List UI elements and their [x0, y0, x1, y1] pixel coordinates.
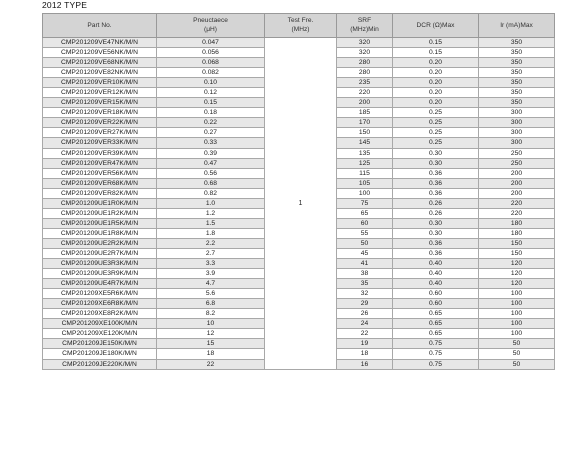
srf-cell: 150: [337, 128, 393, 138]
current-cell: 100: [479, 299, 555, 309]
inductance-cell: 5.6: [157, 289, 265, 299]
inductance-cell: 0.39: [157, 148, 265, 158]
test-frequency-cell: 1: [265, 38, 337, 370]
srf-cell: 100: [337, 188, 393, 198]
part-number-cell: CMP201209VE56NK/M/N: [43, 48, 157, 58]
part-number-cell: CMP201209XE8R2K/M/N: [43, 309, 157, 319]
header-label: DCR (Ω)Max: [416, 21, 455, 29]
inductance-cell: 0.82: [157, 188, 265, 198]
part-number-cell: CMP201209VE82NK/M/N: [43, 68, 157, 78]
part-number-cell: CMP201209UE1R5K/M/N: [43, 218, 157, 228]
current-cell: 300: [479, 128, 555, 138]
current-cell: 350: [479, 68, 555, 78]
srf-cell: 135: [337, 148, 393, 158]
inductance-cell: 8.2: [157, 309, 265, 319]
header-inductance: [157, 14, 265, 38]
current-cell: 100: [479, 309, 555, 319]
srf-cell: 320: [337, 48, 393, 58]
current-cell: 200: [479, 188, 555, 198]
srf-cell: 145: [337, 138, 393, 148]
dcr-cell: 0.25: [393, 108, 479, 118]
current-cell: 300: [479, 118, 555, 128]
spec-table: [42, 13, 555, 370]
srf-cell: 19: [337, 339, 393, 349]
current-cell: 350: [479, 48, 555, 58]
inductance-cell: 3.9: [157, 269, 265, 279]
header-unit: (MHz)Min: [350, 26, 379, 33]
part-number-cell: CMP201209VER82K/M/N: [43, 188, 157, 198]
current-cell: 120: [479, 269, 555, 279]
current-cell: 100: [479, 289, 555, 299]
inductance-cell: 1.2: [157, 208, 265, 218]
dcr-cell: 0.65: [393, 319, 479, 329]
part-number-cell: CMP201209VER18K/M/N: [43, 108, 157, 118]
current-cell: 250: [479, 158, 555, 168]
dcr-cell: 0.36: [393, 248, 479, 258]
inductance-cell: 6.8: [157, 299, 265, 309]
dcr-cell: 0.25: [393, 128, 479, 138]
dcr-cell: 0.26: [393, 198, 479, 208]
inductance-cell: 0.056: [157, 48, 265, 58]
dcr-cell: 0.36: [393, 188, 479, 198]
srf-cell: 35: [337, 279, 393, 289]
part-number-cell: CMP201209UE3R9K/M/N: [43, 269, 157, 279]
part-number-cell: CMP201209UE2R7K/M/N: [43, 248, 157, 258]
srf-cell: 105: [337, 178, 393, 188]
part-number-cell: CMP201209XE120K/M/N: [43, 329, 157, 339]
dcr-cell: 0.15: [393, 38, 479, 48]
srf-cell: 280: [337, 58, 393, 68]
inductance-cell: 3.3: [157, 259, 265, 269]
dcr-cell: 0.36: [393, 238, 479, 248]
srf-cell: 29: [337, 299, 393, 309]
dcr-cell: 0.60: [393, 289, 479, 299]
inductance-cell: 10: [157, 319, 265, 329]
dcr-cell: 0.60: [393, 299, 479, 309]
inductance-cell: 1.5: [157, 218, 265, 228]
part-number-cell: CMP201209VER12K/M/N: [43, 88, 157, 98]
current-cell: 220: [479, 208, 555, 218]
dcr-cell: 0.40: [393, 279, 479, 289]
header-test-frequency: [265, 14, 337, 38]
dcr-cell: 0.65: [393, 329, 479, 339]
part-number-cell: CMP201209VER10K/M/N: [43, 78, 157, 88]
current-cell: 200: [479, 168, 555, 178]
srf-cell: 125: [337, 158, 393, 168]
dcr-cell: 0.25: [393, 118, 479, 128]
header-label: Test Fre.: [287, 17, 314, 24]
dcr-cell: 0.20: [393, 88, 479, 98]
dcr-cell: 0.30: [393, 158, 479, 168]
current-cell: 180: [479, 218, 555, 228]
part-number-cell: CMP201209VER56K/M/N: [43, 168, 157, 178]
inductance-cell: 0.56: [157, 168, 265, 178]
current-cell: 300: [479, 138, 555, 148]
srf-cell: 45: [337, 248, 393, 258]
inductance-cell: 0.12: [157, 88, 265, 98]
inductance-cell: 18: [157, 349, 265, 359]
current-cell: 150: [479, 238, 555, 248]
srf-cell: 200: [337, 98, 393, 108]
dcr-cell: 0.40: [393, 259, 479, 269]
current-cell: 150: [479, 248, 555, 258]
table-row: [43, 38, 555, 48]
part-number-cell: CMP201209XE6R8K/M/N: [43, 299, 157, 309]
part-number-cell: CMP201209VER68K/M/N: [43, 178, 157, 188]
dcr-cell: 0.20: [393, 68, 479, 78]
part-number-cell: CMP201209VE47NK/M/N: [43, 38, 157, 48]
dcr-cell: 0.20: [393, 58, 479, 68]
srf-cell: 38: [337, 269, 393, 279]
current-cell: 250: [479, 148, 555, 158]
dcr-cell: 0.75: [393, 339, 479, 349]
part-number-cell: CMP201209VER27K/M/N: [43, 128, 157, 138]
part-number-cell: CMP201209VER39K/M/N: [43, 148, 157, 158]
inductance-cell: 2.7: [157, 248, 265, 258]
inductance-cell: 0.068: [157, 58, 265, 68]
part-number-cell: CMP201209UE4R7K/M/N: [43, 279, 157, 289]
current-cell: 100: [479, 329, 555, 339]
current-cell: 180: [479, 228, 555, 238]
srf-cell: 280: [337, 68, 393, 78]
inductance-cell: 22: [157, 359, 265, 369]
current-cell: 200: [479, 178, 555, 188]
current-cell: 120: [479, 259, 555, 269]
inductance-cell: 0.27: [157, 128, 265, 138]
current-cell: 350: [479, 98, 555, 108]
header-unit: (μH): [204, 26, 217, 33]
dcr-cell: 0.20: [393, 78, 479, 88]
current-cell: 220: [479, 198, 555, 208]
section-title: 2012 TYPE: [42, 0, 88, 10]
part-number-cell: CMP201209VER22K/M/N: [43, 118, 157, 128]
part-number-cell: CMP201209UE1R2K/M/N: [43, 208, 157, 218]
current-cell: 350: [479, 38, 555, 48]
current-cell: 300: [479, 108, 555, 118]
part-number-cell: CMP201209XE100K/M/N: [43, 319, 157, 329]
srf-cell: 32: [337, 289, 393, 299]
dcr-cell: 0.36: [393, 178, 479, 188]
inductance-cell: 0.68: [157, 178, 265, 188]
header-part-no: [43, 14, 157, 38]
srf-cell: 320: [337, 38, 393, 48]
inductance-cell: 1.0: [157, 198, 265, 208]
srf-cell: 65: [337, 208, 393, 218]
part-number-cell: CMP201209JE180K/M/N: [43, 349, 157, 359]
current-cell: 120: [479, 279, 555, 289]
dcr-cell: 0.30: [393, 228, 479, 238]
header-label: SRF: [357, 17, 372, 24]
srf-cell: 26: [337, 309, 393, 319]
part-number-cell: CMP201209UE2R2K/M/N: [43, 238, 157, 248]
srf-cell: 220: [337, 88, 393, 98]
dcr-cell: 0.40: [393, 269, 479, 279]
dcr-cell: 0.26: [393, 208, 479, 218]
current-cell: 50: [479, 349, 555, 359]
part-number-cell: CMP201209VER47K/M/N: [43, 158, 157, 168]
table-body: [43, 38, 555, 370]
srf-cell: 18: [337, 349, 393, 359]
part-number-cell: CMP201209JE220K/M/N: [43, 359, 157, 369]
header-dcr: [393, 14, 479, 38]
current-cell: 350: [479, 88, 555, 98]
part-number-cell: CMP201209VER15K/M/N: [43, 98, 157, 108]
header-label: Pneuctaece: [193, 17, 228, 24]
srf-cell: 115: [337, 168, 393, 178]
current-cell: 50: [479, 339, 555, 349]
part-number-cell: CMP201209JE150K/M/N: [43, 339, 157, 349]
current-cell: 50: [479, 359, 555, 369]
part-number-cell: CMP201209UE1R0K/M/N: [43, 198, 157, 208]
current-cell: 350: [479, 78, 555, 88]
inductance-cell: 0.33: [157, 138, 265, 148]
current-cell: 100: [479, 319, 555, 329]
header-srf: [337, 14, 393, 38]
srf-cell: 50: [337, 238, 393, 248]
inductance-cell: 0.15: [157, 98, 265, 108]
srf-cell: 75: [337, 198, 393, 208]
inductance-cell: 0.10: [157, 78, 265, 88]
part-number-cell: CMP201209XE5R6K/M/N: [43, 289, 157, 299]
inductance-cell: 0.22: [157, 118, 265, 128]
srf-cell: 16: [337, 359, 393, 369]
dcr-cell: 0.25: [393, 138, 479, 148]
srf-cell: 60: [337, 218, 393, 228]
inductance-cell: 15: [157, 339, 265, 349]
header-label: Ir (mA)Max: [500, 21, 533, 29]
srf-cell: 22: [337, 329, 393, 339]
inductance-cell: 12: [157, 329, 265, 339]
dcr-cell: 0.30: [393, 148, 479, 158]
header-current: [479, 14, 555, 38]
current-cell: 350: [479, 58, 555, 68]
inductance-cell: 0.047: [157, 38, 265, 48]
dcr-cell: 0.36: [393, 168, 479, 178]
dcr-cell: 0.65: [393, 309, 479, 319]
srf-cell: 41: [337, 259, 393, 269]
dcr-cell: 0.30: [393, 218, 479, 228]
inductance-cell: 1.8: [157, 228, 265, 238]
srf-cell: 185: [337, 108, 393, 118]
part-number-cell: CMP201209VER33K/M/N: [43, 138, 157, 148]
part-number-cell: CMP201209UE3R3K/M/N: [43, 259, 157, 269]
srf-cell: 170: [337, 118, 393, 128]
srf-cell: 235: [337, 78, 393, 88]
inductance-cell: 0.082: [157, 68, 265, 78]
part-number-cell: CMP201209VE68NK/M/N: [43, 58, 157, 68]
dcr-cell: 0.75: [393, 359, 479, 369]
dcr-cell: 0.75: [393, 349, 479, 359]
header-label: Part No.: [87, 21, 112, 29]
header-row: [43, 14, 555, 38]
srf-cell: 55: [337, 228, 393, 238]
inductance-cell: 0.18: [157, 108, 265, 118]
dcr-cell: 0.15: [393, 48, 479, 58]
srf-cell: 24: [337, 319, 393, 329]
inductance-cell: 4.7: [157, 279, 265, 289]
header-unit: (MHz): [291, 26, 310, 33]
part-number-cell: CMP201209UE1R8K/M/N: [43, 228, 157, 238]
dcr-cell: 0.20: [393, 98, 479, 108]
inductance-cell: 0.47: [157, 158, 265, 168]
inductance-cell: 2.2: [157, 238, 265, 248]
